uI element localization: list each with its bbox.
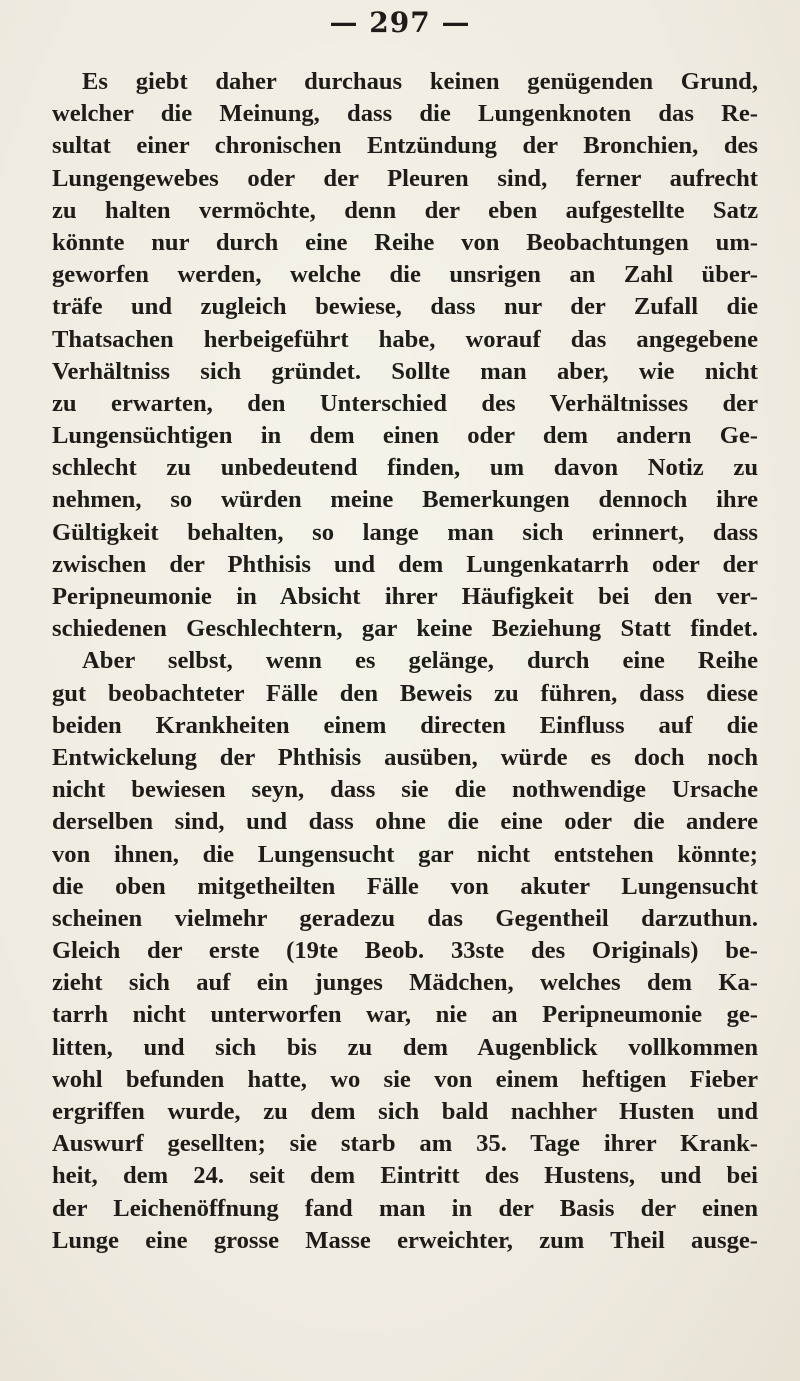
text-line: Thatsachen herbeigeführt habe, worauf das angegebene <box>52 325 758 353</box>
text-line: schiedenen Geschlechtern, gar keine Beziehung Statt findet. <box>52 615 758 643</box>
text-line: derselben sind, und dass ohne die eine oder die andere <box>52 808 758 836</box>
text-line: Gültigkeit behalten, so lange man sich erinnert, dass <box>52 518 758 546</box>
text-line: wohl befunden hatte, wo sie von einem heftigen Fieber <box>52 1065 758 1093</box>
text-line: tarrh nicht unterworfen war, nie an Peripneumonie ge- <box>52 1001 758 1029</box>
text-line: litten, und sich bis zu dem Augenblick vollkommen <box>52 1033 758 1061</box>
text-line: scheinen vielmehr geradezu das Gegentheil darzuthun. <box>52 904 758 932</box>
page-number: — 297 — <box>329 6 471 39</box>
text-line: welcher die Meinung, dass die Lungenknoten das Re- <box>52 100 758 128</box>
text-line: zu halten vermöchte, denn der eben aufgestellte Satz <box>52 196 758 224</box>
text-line: zu erwarten, den Unterschied des Verhältnisses der <box>52 389 758 417</box>
text-line: Peripneumonie in Absicht ihrer Häufigkeit bei den ver- <box>52 583 758 610</box>
text-line: Aber selbst, wenn es gelänge, durch eine Reihe <box>82 647 758 675</box>
text-line: zwischen der Phthisis und dem Lungenkatarrh oder der <box>52 550 758 578</box>
text-line: ergriffen wurde, zu dem sich bald nachher Husten und <box>52 1098 758 1125</box>
text-line: Es giebt daher durchaus keinen genügenden Grund, <box>82 68 758 95</box>
text-line: heit, dem 24. seit dem Eintritt des Hustens, und bei <box>52 1162 758 1190</box>
text-line: Entwickelung der Phthisis ausüben, würde es doch noch <box>52 743 758 771</box>
text-line: geworfen werden, welche die unsrigen an Zahl über- <box>52 261 758 289</box>
text-line: zieht sich auf ein junges Mädchen, welches dem Ka- <box>52 969 758 997</box>
text-line: sultat einer chronischen Entzündung der Bronchien, des <box>52 132 758 160</box>
text-line: von ihnen, die Lungensucht gar nicht entstehen könnte; <box>52 840 758 868</box>
text-line: Lunge eine grosse Masse erweichter, zum Theil ausge- <box>52 1226 758 1254</box>
text-line: die oben mitgetheilten Fälle von akuter Lungensucht <box>52 872 758 900</box>
text-line: Lungengewebes oder der Pleuren sind, ferner aufrecht <box>52 164 758 192</box>
body-text <box>52 66 758 1257</box>
text-line: der Leichenöffnung fand man in der Basis der einen <box>52 1194 758 1222</box>
text-line: Verhältniss sich gründet. Sollte man aber, wie nicht <box>52 357 758 385</box>
text-line: Auswurf gesellten; sie starb am 35. Tage ihrer Krank- <box>52 1130 758 1158</box>
text-line: schlecht zu unbedeutend finden, um davon Notiz zu <box>52 454 758 482</box>
text-line: Lungensüchtigen in dem einen oder dem andern Ge- <box>52 422 758 450</box>
text-line: Gleich der erste (19te Beob. 33ste des Originals) be- <box>52 937 758 965</box>
text-line: könnte nur durch eine Reihe von Beobachtungen um- <box>52 228 758 256</box>
text-line: nehmen, so würden meine Bemerkungen dennoch ihre <box>52 486 758 514</box>
text-line: nicht bewiesen seyn, dass sie die nothwendige Ursache <box>52 776 758 804</box>
text-line: träfe und zugleich bewiese, dass nur der Zufall die <box>52 293 758 321</box>
text-line: gut beobachteter Fälle den Beweis zu führen, dass diese <box>52 679 758 707</box>
text-line: beiden Krankheiten einem directen Einfluss auf die <box>52 711 758 739</box>
